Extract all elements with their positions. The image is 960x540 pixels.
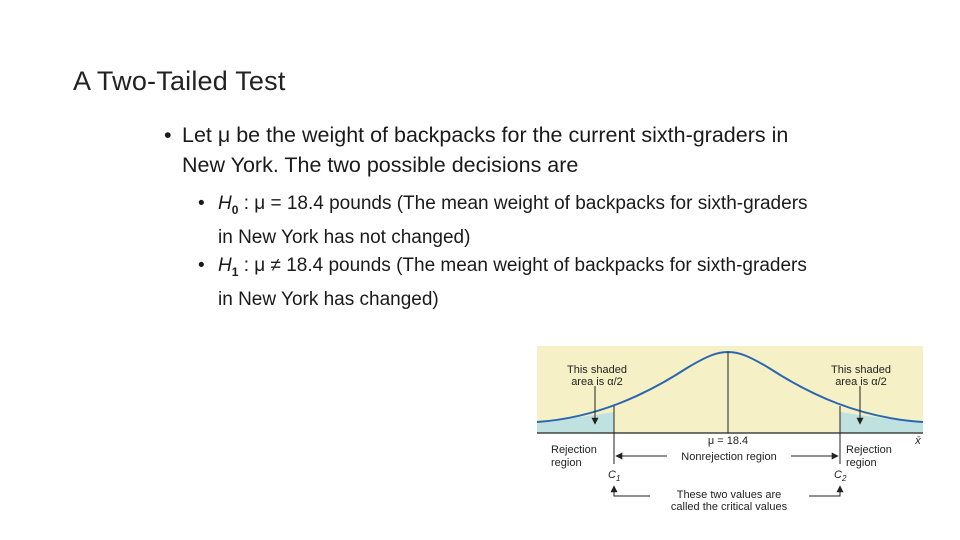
critical-values-line2: called the critical values xyxy=(670,501,788,513)
x-axis-label: x̄ xyxy=(915,435,921,447)
hypothesis-symbol: H xyxy=(218,255,232,276)
left-shaded-label-line2: area is α/2 xyxy=(571,376,623,388)
bullet-main xyxy=(164,120,814,180)
normal-curve-diagram xyxy=(537,346,923,518)
right-shaded-label-line1: This shaded xyxy=(831,364,891,376)
slide-title: A Two-Tailed Test xyxy=(73,66,286,96)
bullet-h0 xyxy=(198,190,818,251)
critical-bracket-right xyxy=(809,486,840,496)
critical-bracket-left xyxy=(614,486,650,496)
hypothesis-symbol: H xyxy=(218,193,232,214)
two-tailed-test-figure xyxy=(537,346,923,518)
mean-label: μ = 18.4 xyxy=(707,435,749,447)
bullet-marker: • xyxy=(198,255,205,276)
bullet-h1 xyxy=(198,252,818,313)
bullet-h1-text xyxy=(198,252,818,313)
hypothesis-subscript: 1 xyxy=(231,264,239,279)
hypothesis-statement: : μ = 18.4 pounds (The mean weight of backpacks for sixth-graders in New York has not changed) xyxy=(218,193,808,248)
bullet-h0-text xyxy=(198,190,818,251)
left-rejection-line1: Rejection xyxy=(551,444,597,456)
c1-label: $C_1$ xyxy=(608,469,621,483)
right-rejection-line1: Rejection xyxy=(846,444,892,456)
bullet-marker: • xyxy=(198,193,205,214)
critical-values-line1: These two values are xyxy=(676,489,782,501)
c2-label: $C_2$ xyxy=(834,469,847,483)
hypothesis-statement: : μ ≠ 18.4 pounds (The mean weight of backpacks for sixth-graders in New York has changed) xyxy=(218,255,807,310)
right-rejection-line2: region xyxy=(846,457,877,469)
right-shaded-label-line2: area is α/2 xyxy=(835,376,887,388)
left-rejection-line2: region xyxy=(551,457,582,469)
left-shaded-label-line1: This shaded xyxy=(567,364,627,376)
hypothesis-subscript: 0 xyxy=(231,202,239,217)
nonrejection-label: Nonrejection region xyxy=(681,451,777,463)
bullet-marker: • xyxy=(164,123,172,147)
bullet-main-text: Let μ be the weight of backpacks for the current sixth-graders in New York. The two possible decisions are xyxy=(182,123,789,177)
